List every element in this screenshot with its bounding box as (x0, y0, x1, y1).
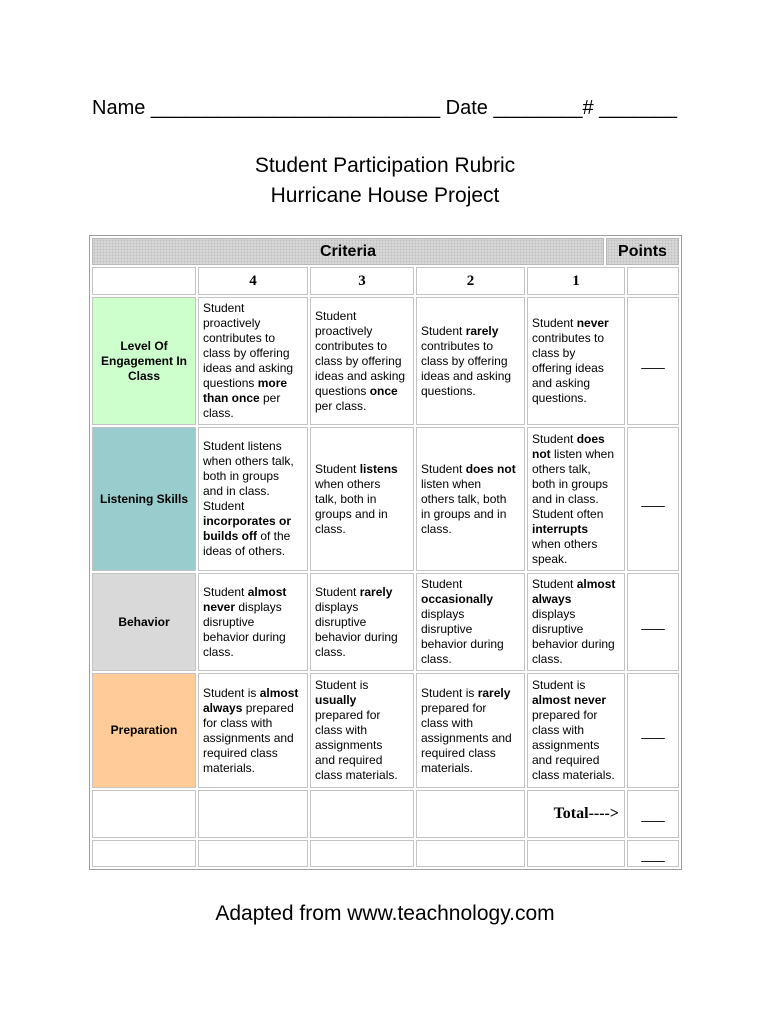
score-level-header (198, 267, 308, 295)
empty-cell (627, 267, 679, 295)
score-level-value: 4 (249, 272, 257, 289)
points-cell (627, 297, 679, 425)
cell-description (311, 585, 401, 660)
description-text: Student (315, 461, 360, 476)
description-text: contributes to class by offering ideas and asking questions. (532, 331, 605, 405)
description-text: displays disruptive behavior during class. (532, 607, 615, 666)
empty-cell (310, 840, 414, 867)
description-text: Student (203, 584, 248, 599)
empty-cell (92, 840, 196, 867)
score-level-value: 2 (466, 272, 475, 289)
rubric-cell-score-3 (310, 673, 414, 788)
cell-description (417, 686, 515, 776)
description-text: displays disruptive behavior during class. (421, 607, 504, 666)
description-text: Student proactively contributes to class by offering ideas and asking questions (315, 308, 406, 398)
description-text: prepared for class with assignments and required class materials. (203, 700, 294, 775)
criteria-header (92, 238, 604, 265)
description-text: Student (421, 461, 466, 476)
description-text: contributes to class by offering ideas and asking questions. (421, 338, 512, 398)
table-header-row (92, 238, 679, 265)
rubric-cell-score-2 (416, 573, 525, 671)
description-text: prepared for class with assignments and required class materials. (532, 708, 615, 782)
final-points-blank: ___ (641, 845, 665, 862)
cell-description (311, 309, 408, 414)
cell-description (417, 462, 519, 537)
emphasized-text: listens (359, 461, 398, 476)
criteria-label-cell (92, 297, 196, 425)
cell-description (311, 678, 401, 783)
cell-description (528, 316, 612, 406)
description-text: Student proactively contributes to class by offering ideas and asking questions (203, 301, 294, 390)
emphasized-text: almost never (203, 584, 287, 614)
points-header-label: Points (618, 242, 667, 260)
criteria-header-label: Criteria (319, 242, 377, 260)
points-blank: ___ (641, 614, 665, 630)
rubric-cell-score-3 (310, 573, 414, 671)
rubric-cell-score-1 (527, 297, 625, 425)
emphasized-text: rarely (477, 685, 511, 700)
emphasized-text: incorporates or builds off (203, 514, 292, 543)
empty-cell (92, 790, 196, 838)
rubric-cell-score-1 (527, 427, 625, 571)
rubric-cell-score-2 (416, 297, 525, 425)
rubric-cell-score-4 (198, 427, 308, 571)
emphasized-text: interrupts (532, 521, 589, 536)
description-text: Student (532, 431, 577, 446)
description-text: Student (421, 577, 463, 591)
emphasized-text: almost always (532, 577, 616, 606)
description-text: displays disruptive behavior during class. (315, 599, 398, 659)
description-text: prepared for class with assignments and required class materials. (421, 700, 512, 775)
criteria-label: Behavior (118, 614, 170, 629)
points-cell (627, 427, 679, 571)
empty-cell (416, 840, 525, 867)
description-text: Student is (315, 678, 369, 692)
rubric-cell-score-4 (198, 673, 308, 788)
description-text: per class. (203, 391, 281, 420)
empty-cell (416, 790, 525, 838)
emphasized-text: does not (532, 431, 605, 461)
criteria-row (92, 427, 679, 571)
cell-description (311, 462, 401, 537)
emphasized-text: does not (465, 461, 516, 476)
description-text: per class. (315, 398, 367, 413)
points-blank: ___ (641, 722, 665, 739)
final-row (92, 840, 679, 867)
total-points-blank: ___ (641, 806, 665, 822)
description-text: Student (532, 577, 577, 591)
rubric-cell-score-4 (198, 297, 308, 425)
emphasized-text: occasionally (421, 592, 494, 606)
empty-cell (198, 840, 308, 867)
empty-cell (198, 790, 308, 838)
points-cell (627, 573, 679, 671)
score-level-value: 3 (358, 272, 366, 289)
points-cell (627, 673, 679, 788)
total-label-cell (527, 790, 625, 838)
description-text: displays disruptive behavior during class. (203, 599, 286, 659)
cell-description (528, 678, 618, 783)
rubric-cell-score-2 (416, 673, 525, 788)
emphasized-text: rarely (465, 323, 499, 338)
empty-cell (310, 790, 414, 838)
description-text: Student (532, 316, 577, 330)
cell-description (417, 324, 514, 399)
description-text: Student (421, 323, 466, 338)
criteria-row (92, 297, 679, 425)
score-level-header (310, 267, 414, 295)
rubric-cell-score-3 (310, 427, 414, 571)
emphasized-text: once (369, 383, 398, 398)
score-level-header (416, 267, 525, 295)
rubric-table (89, 235, 682, 870)
rubric-cell-score-1 (527, 673, 625, 788)
total-row (92, 790, 679, 838)
emphasized-text: never (576, 316, 609, 330)
points-header (606, 238, 679, 265)
description-text: of the ideas of others. (203, 529, 291, 558)
empty-cell (92, 267, 196, 295)
criteria-label-cell (92, 673, 196, 788)
rubric-cell-score-4 (198, 573, 308, 671)
description-text: Student is (532, 678, 586, 692)
final-points-cell (627, 840, 679, 867)
description-text: Student is (421, 685, 478, 700)
criteria-label-cell (92, 573, 196, 671)
footer-credit: Adapted from www.teachnology.com (215, 902, 555, 925)
cell-description (417, 577, 507, 667)
emphasized-text: more than once (203, 376, 288, 405)
description-text: Student listens when others talk, both in groups and in class. Student (203, 439, 294, 513)
total-label: Total----> (553, 805, 619, 822)
points-blank: ___ (641, 491, 665, 507)
cell-description (528, 432, 617, 567)
score-levels-row (92, 267, 679, 295)
score-level-header (527, 267, 625, 295)
description-text: when others speak. (532, 536, 598, 566)
cell-description (528, 577, 618, 667)
description-text: Student is (203, 685, 260, 700)
empty-cell (527, 840, 625, 867)
criteria-label: Preparation (110, 723, 178, 737)
cell-description (199, 585, 289, 660)
criteria-label: Listening Skills (99, 491, 189, 506)
criteria-row (92, 673, 679, 788)
description-text: Student (315, 584, 360, 599)
description-text: prepared for class with assignments and required class materials. (315, 708, 398, 782)
cell-description (199, 301, 296, 421)
rubric-cell-score-3 (310, 297, 414, 425)
name-date-number-line: Name __________________________ Date ________# _______ (92, 97, 677, 119)
title-line-2: Hurricane House Project (270, 184, 500, 207)
title-line-1: Student Participation Rubric (254, 154, 516, 177)
rubric-cell-score-2 (416, 427, 525, 571)
cell-description (199, 439, 297, 559)
emphasized-text: almost never (532, 693, 607, 707)
emphasized-text: almost always (203, 685, 299, 715)
score-level-value: 1 (572, 272, 580, 289)
emphasized-text: usually (315, 693, 357, 707)
criteria-label: Level Of Engagement In Class (100, 338, 187, 383)
criteria-label-cell (92, 427, 196, 571)
total-points-cell (627, 790, 679, 838)
emphasized-text: rarely (359, 584, 393, 599)
description-text: listen when others talk, both in groups and in class. Student often (532, 446, 615, 521)
rubric-cell-score-1 (527, 573, 625, 671)
description-text: when others talk, both in groups and in class. (315, 476, 388, 536)
criteria-row (92, 573, 679, 671)
points-blank: ___ (641, 353, 665, 369)
description-text: listen when others talk, both in groups and in class. (421, 476, 507, 536)
cell-description (199, 686, 301, 776)
rubric-title (0, 151, 770, 211)
